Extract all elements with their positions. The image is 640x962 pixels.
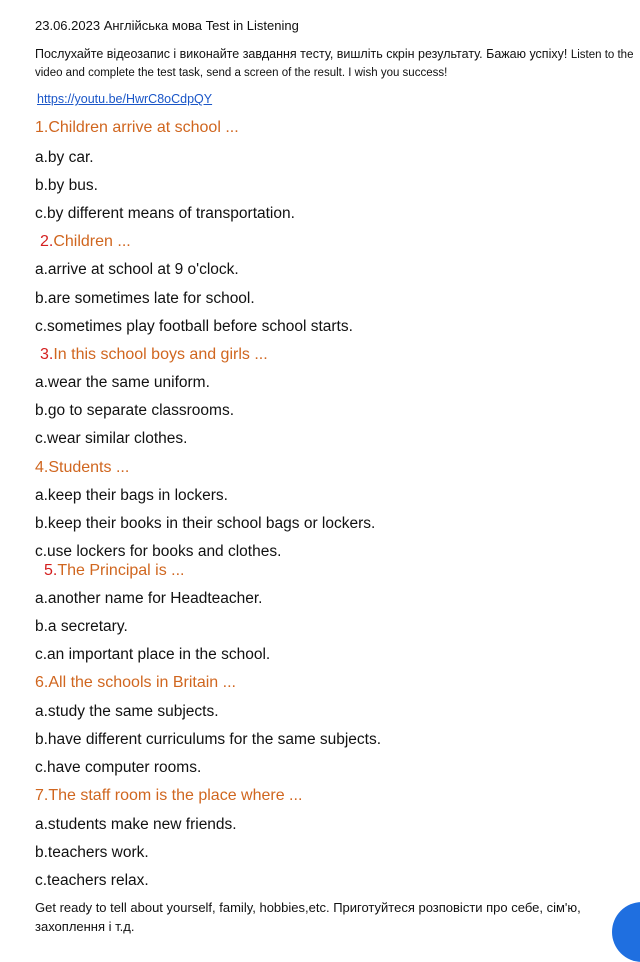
question-text: The staff room is the place where ... — [48, 787, 303, 804]
question-4 — [35, 459, 129, 477]
question-text: The Principal is ... — [57, 562, 185, 579]
question-6-option-a: a.study the same subjects. — [35, 703, 219, 720]
question-4-option-b: b.keep their books in their school bags or lockers. — [35, 515, 376, 532]
question-3-option-c: c.wear similar clothes. — [35, 430, 188, 447]
question-text: Students ... — [48, 459, 130, 476]
question-text: All the schools in Britain ... — [48, 674, 236, 691]
question-3-option-b: b.go to separate classrooms. — [35, 402, 235, 419]
question-1-option-a: a.by car. — [35, 149, 94, 166]
page-header — [35, 18, 299, 33]
footer-note: Get ready to tell about yourself, family, hobbies,etc. Приготуйтеся розповісти про себе, сім'ю, захоплення і т.д. — [35, 900, 581, 934]
instructions-uk: Послухайте відеозапис і виконайте завдання тесту, вишліть скрін результату. Бажаю успіху! — [35, 47, 568, 61]
question-5-option-c: c.an important place in the school. — [35, 646, 271, 663]
question-text: In this school boys and girls ... — [53, 346, 268, 363]
question-7 — [35, 787, 302, 805]
question-2-option-b: b.are sometimes late for school. — [35, 290, 255, 307]
instructions-en: Listen to the video and complete the test task, send a screen of the result. I wish you success! — [35, 49, 634, 79]
question-number: 1. — [35, 119, 49, 136]
question-5-option-a: a.another name for Headteacher. — [35, 590, 263, 607]
question-6 — [35, 674, 236, 692]
header-subject: Англійська мова — [103, 18, 202, 33]
question-number: 6. — [35, 674, 49, 691]
question-7-option-b: b.teachers work. — [35, 844, 149, 861]
question-number: 2. — [40, 233, 54, 250]
header-date: 23.06.2023 — [35, 18, 101, 33]
question-1-option-c: c.by different means of transportation. — [35, 205, 295, 222]
question-number: 3. — [40, 346, 54, 363]
question-1 — [35, 119, 239, 137]
question-7-option-c: c.teachers relax. — [35, 872, 149, 889]
question-number: 4. — [35, 459, 49, 476]
question-4-option-c: c.use lockers for books and clothes. — [35, 543, 282, 560]
question-2-option-a: a.arrive at school at 9 o'clock. — [35, 261, 239, 278]
video-link[interactable]: https://youtu.be/HwrC8oCdpQY — [37, 92, 213, 106]
header-topic: Test in Listening — [205, 18, 299, 33]
question-number: 7. — [35, 787, 49, 804]
question-2 — [40, 233, 131, 251]
question-number: 5. — [44, 562, 58, 579]
question-7-option-a: a.students make new friends. — [35, 816, 237, 833]
question-6-option-c: c.have computer rooms. — [35, 759, 202, 776]
question-text: Children arrive at school ... — [48, 119, 239, 136]
question-5-option-b: b.a secretary. — [35, 618, 128, 635]
question-text: Children ... — [53, 233, 131, 250]
instructions — [35, 46, 635, 82]
question-3-option-a: a.wear the same uniform. — [35, 374, 210, 391]
question-5 — [44, 562, 185, 580]
question-4-option-a: a.keep their bags in lockers. — [35, 487, 228, 504]
question-3 — [40, 346, 268, 364]
question-2-option-c: c.sometimes play football before school starts. — [35, 318, 353, 335]
question-1-option-b: b.by bus. — [35, 177, 98, 194]
question-6-option-b: b.have different curriculums for the same subjects. — [35, 731, 382, 748]
floating-action-button[interactable] — [612, 902, 640, 962]
